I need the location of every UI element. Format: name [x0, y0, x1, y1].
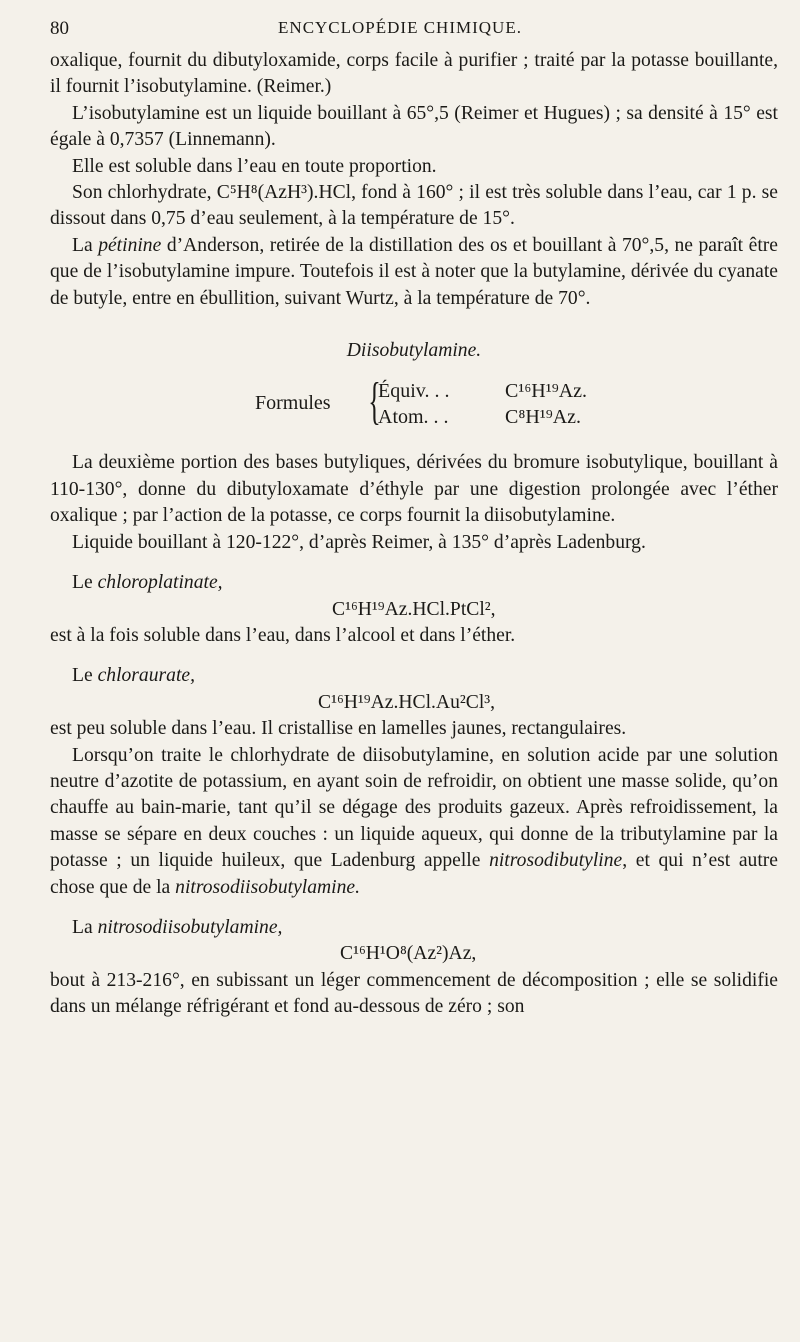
formula-line: C¹⁶H¹⁹Az.HCl.Au²Cl³,	[318, 691, 496, 713]
paragraph	[50, 663, 778, 689]
formula-line: C¹⁶H¹⁹Az.HCl.PtCl²,	[332, 598, 496, 620]
formula-atom: C⁸H¹⁹Az.	[505, 406, 582, 429]
formula-equiv: C¹⁶H¹⁹Az.	[505, 380, 588, 403]
formula-line: C¹⁶H¹O⁸(Az²)Az,	[340, 943, 477, 965]
paragraph: oxalique, fournit du dibutyloxamide, corps facile à purifier ; traité par la potasse bouillante, il fournit l’isobutylamine. (Reimer.)	[50, 50, 778, 98]
page-body	[50, 48, 778, 1021]
italic-term: pétinine	[98, 234, 162, 256]
paragraph: est à la fois soluble dans l’eau, dans l’alcool et dans l’éther.	[50, 624, 516, 646]
italic-term: chloraurate,	[97, 665, 195, 687]
text-run: La	[72, 234, 99, 256]
paragraph: Son chlorhydrate, C⁵H⁸(AzH³).HCl, fond à 160° ; il est très soluble dans l’eau, car 1 p. se dissout dans 0,75 d’eau seulement, à la température de 15°.	[50, 182, 778, 230]
italic-term: chloroplatinate,	[97, 572, 223, 594]
italic-term: nitrosodibutyline	[489, 850, 623, 872]
section-title: Diisobutylamine.	[346, 340, 482, 362]
paragraph	[50, 233, 778, 312]
paragraph: est peu soluble dans l’eau. Il cristallise en lamelles jaunes, rectangulaires.	[50, 718, 627, 740]
formula-kind-equiv: Équiv. . .	[378, 380, 450, 403]
italic-term: nitrosodiisobutylamine.	[175, 876, 361, 898]
text-run: d’Anderson, retirée de la distillation des os et bouillant à 70°,5, ne paraît être que de l’isobutylamine impure. Toutefois il est à noter que la butylamine, dérivée du cyanate de butyle, entre en ébullition, suivant Wurtz, à la température de 70°.	[50, 234, 778, 309]
brace: {	[368, 373, 381, 431]
running-head: ENCYCLOPÉDIE CHIMIQUE.	[278, 18, 522, 37]
paragraph: La deuxième portion des bases butyliques, dérivées du bromure isobutylique, bouillant à 110-130°, donne du dibutyloxamate d’éthyle par une digestion prolongée avec l’éther oxalique ; par l’action de la potasse, ce corps fournit la diisobutylamine.	[50, 452, 778, 527]
text-run: La	[72, 916, 98, 938]
page-number: 80	[50, 18, 69, 39]
page-header	[0, 14, 800, 44]
text-run: Lorsqu’on traite le chlorhydrate de diisobutylamine, en solution acide par une solution neutre d’azotite de potassium, en ayant soin de refroidir, on obtient une masse solide, qu’on chauffe au bain-marie, tant qu’il se dégage des produits gazeux. Après refroidissement, la masse se sépare en deux couches : un liquide aqueux, qui donne de la tributylamine par la potasse ; un liquide huileux, que Ladenburg appelle	[50, 744, 778, 872]
text-run: Le	[72, 572, 98, 594]
formula-kind-atom: Atom. . .	[378, 406, 449, 429]
formulas-label: Formules	[255, 392, 331, 415]
paragraph: bout à 213-216°, en subissant un léger commencement de décomposition ; elle se solidifie dans un mélange réfrigérant et fond au-dessous de zéro ; son	[50, 969, 778, 1018]
paragraph: Elle est soluble dans l’eau en toute proportion.	[72, 155, 437, 177]
text-run: , et qui n’est autre chose que de la	[50, 850, 778, 898]
paragraph	[50, 570, 778, 596]
paragraph: Liquide bouillant à 120-122°, d’après Reimer, à 135° d’après Ladenburg.	[72, 531, 646, 553]
paragraph	[50, 915, 778, 941]
paragraph: L’isobutylamine est un liquide bouillant à 65°,5 (Reimer et Hugues) ; sa densité à 15° est égale à 0,7357 (Linnemann).	[50, 102, 778, 151]
paragraph	[50, 743, 778, 901]
text-run: Le	[72, 665, 98, 687]
italic-term: nitrosodiisobutylamine,	[97, 916, 283, 938]
formulas-block	[50, 374, 778, 436]
